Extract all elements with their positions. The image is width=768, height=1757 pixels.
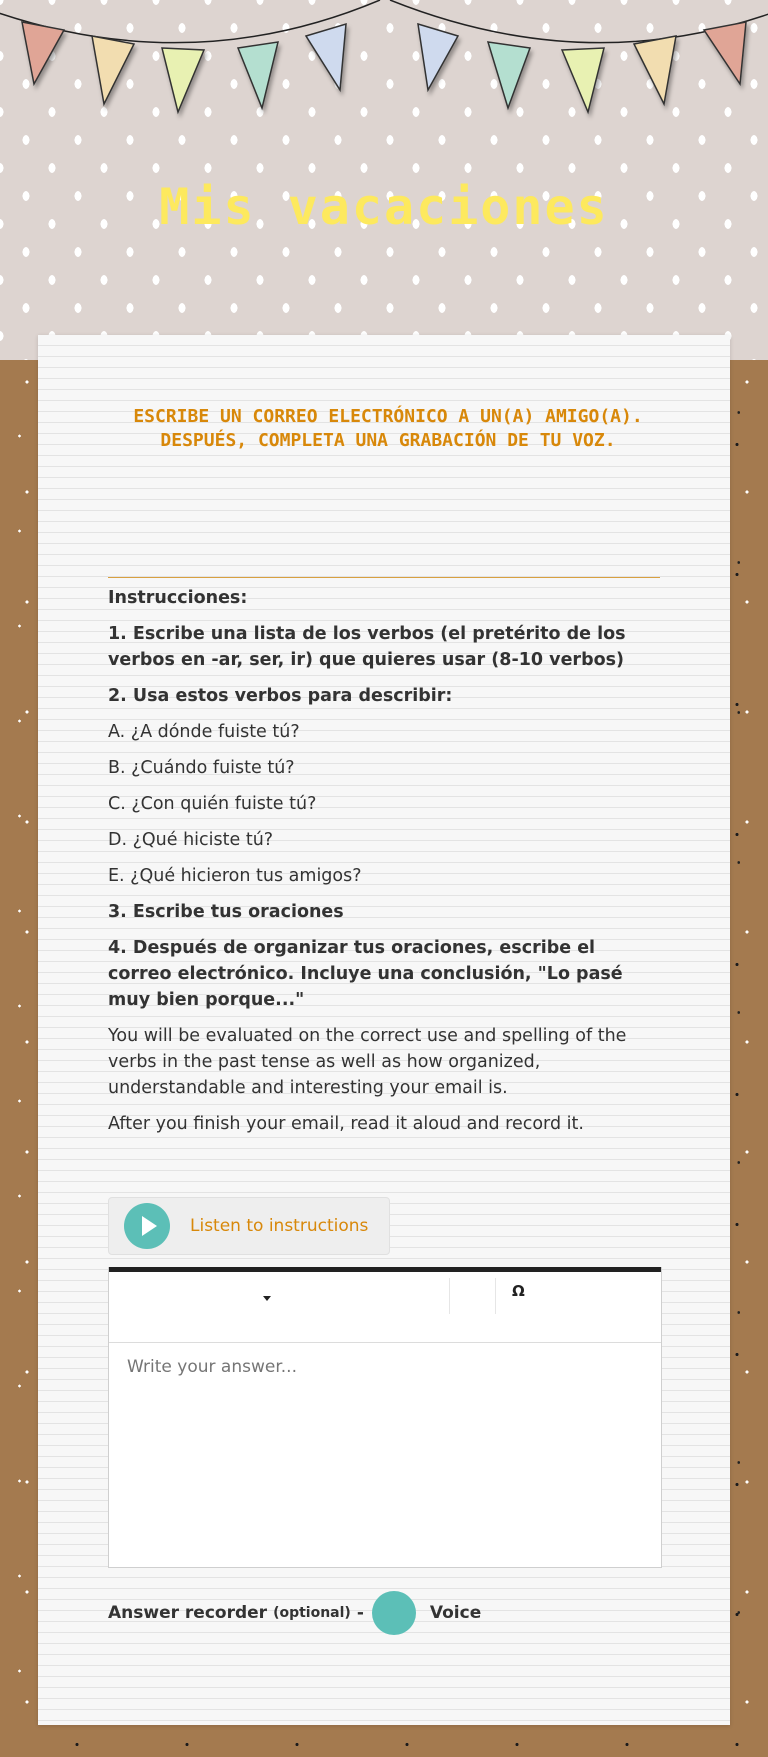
question-d: D. ¿Qué hiciste tú? (108, 830, 274, 850)
question-c: C. ¿Con quién fuiste tú? (108, 794, 317, 814)
special-characters-button[interactable]: Ω (512, 1282, 525, 1300)
instruction-step-4: 4. Después de organizar tus oraciones, escribe el correo electrónico. Incluye una conclusión, "Lo pasé muy bien porque..." (108, 938, 623, 1010)
instruction-step-2: 2. Usa estos verbos para describir: (108, 686, 453, 706)
listen-label: Listen to instructions (190, 1216, 369, 1236)
record-button[interactable] (372, 1591, 416, 1635)
answer-recorder (108, 1590, 660, 1636)
instruction-step-3: 3. Escribe tus oraciones (108, 902, 344, 922)
voice-label: Voice (429, 1603, 482, 1623)
question-e: E. ¿Qué hicieron tus amigos? (108, 866, 362, 886)
answer-editor (108, 1267, 662, 1568)
divider (108, 577, 660, 578)
answer-textarea[interactable] (125, 1355, 639, 1479)
instructions-block (108, 585, 660, 1147)
editor-toolbar (109, 1272, 661, 1343)
recorder-dash: - (356, 1603, 364, 1623)
worksheet-card (38, 335, 730, 1725)
recorder-optional-label: (optional) (273, 1605, 351, 1621)
page-title: Mis vacaciones (159, 178, 609, 236)
evaluation-note: You will be evaluated on the correct use and spelling of the verbs in the past tense as well as how organized, understandable and interesting your email is. (108, 1026, 627, 1098)
listen-to-instructions-button[interactable] (108, 1197, 390, 1255)
instruction-step-1: 1. Escribe una lista de los verbos (el pretérito de los verbos en -ar, ser, ir) que quieres usar (8-10 verbos) (108, 624, 626, 670)
toolbar-separator (449, 1278, 450, 1314)
question-a: A. ¿A dónde fuiste tú? (108, 722, 300, 742)
bunting-decoration (0, 0, 768, 130)
record-note: After you finish your email, read it aloud and record it. (108, 1114, 584, 1134)
play-icon[interactable] (124, 1203, 170, 1249)
question-b: B. ¿Cuándo fuiste tú? (108, 758, 295, 778)
page-subtitle: ESCRIBE UN CORREO ELECTRÓNICO A UN(A) AMIGO(A). DESPUÉS, COMPLETA UNA GRABACIÓN DE TU VOZ. (133, 406, 643, 451)
recorder-label: Answer recorder (108, 1603, 268, 1623)
format-dropdown-icon[interactable] (259, 1282, 279, 1312)
instructions-heading: Instrucciones: (108, 588, 248, 608)
toolbar-separator (495, 1278, 496, 1314)
